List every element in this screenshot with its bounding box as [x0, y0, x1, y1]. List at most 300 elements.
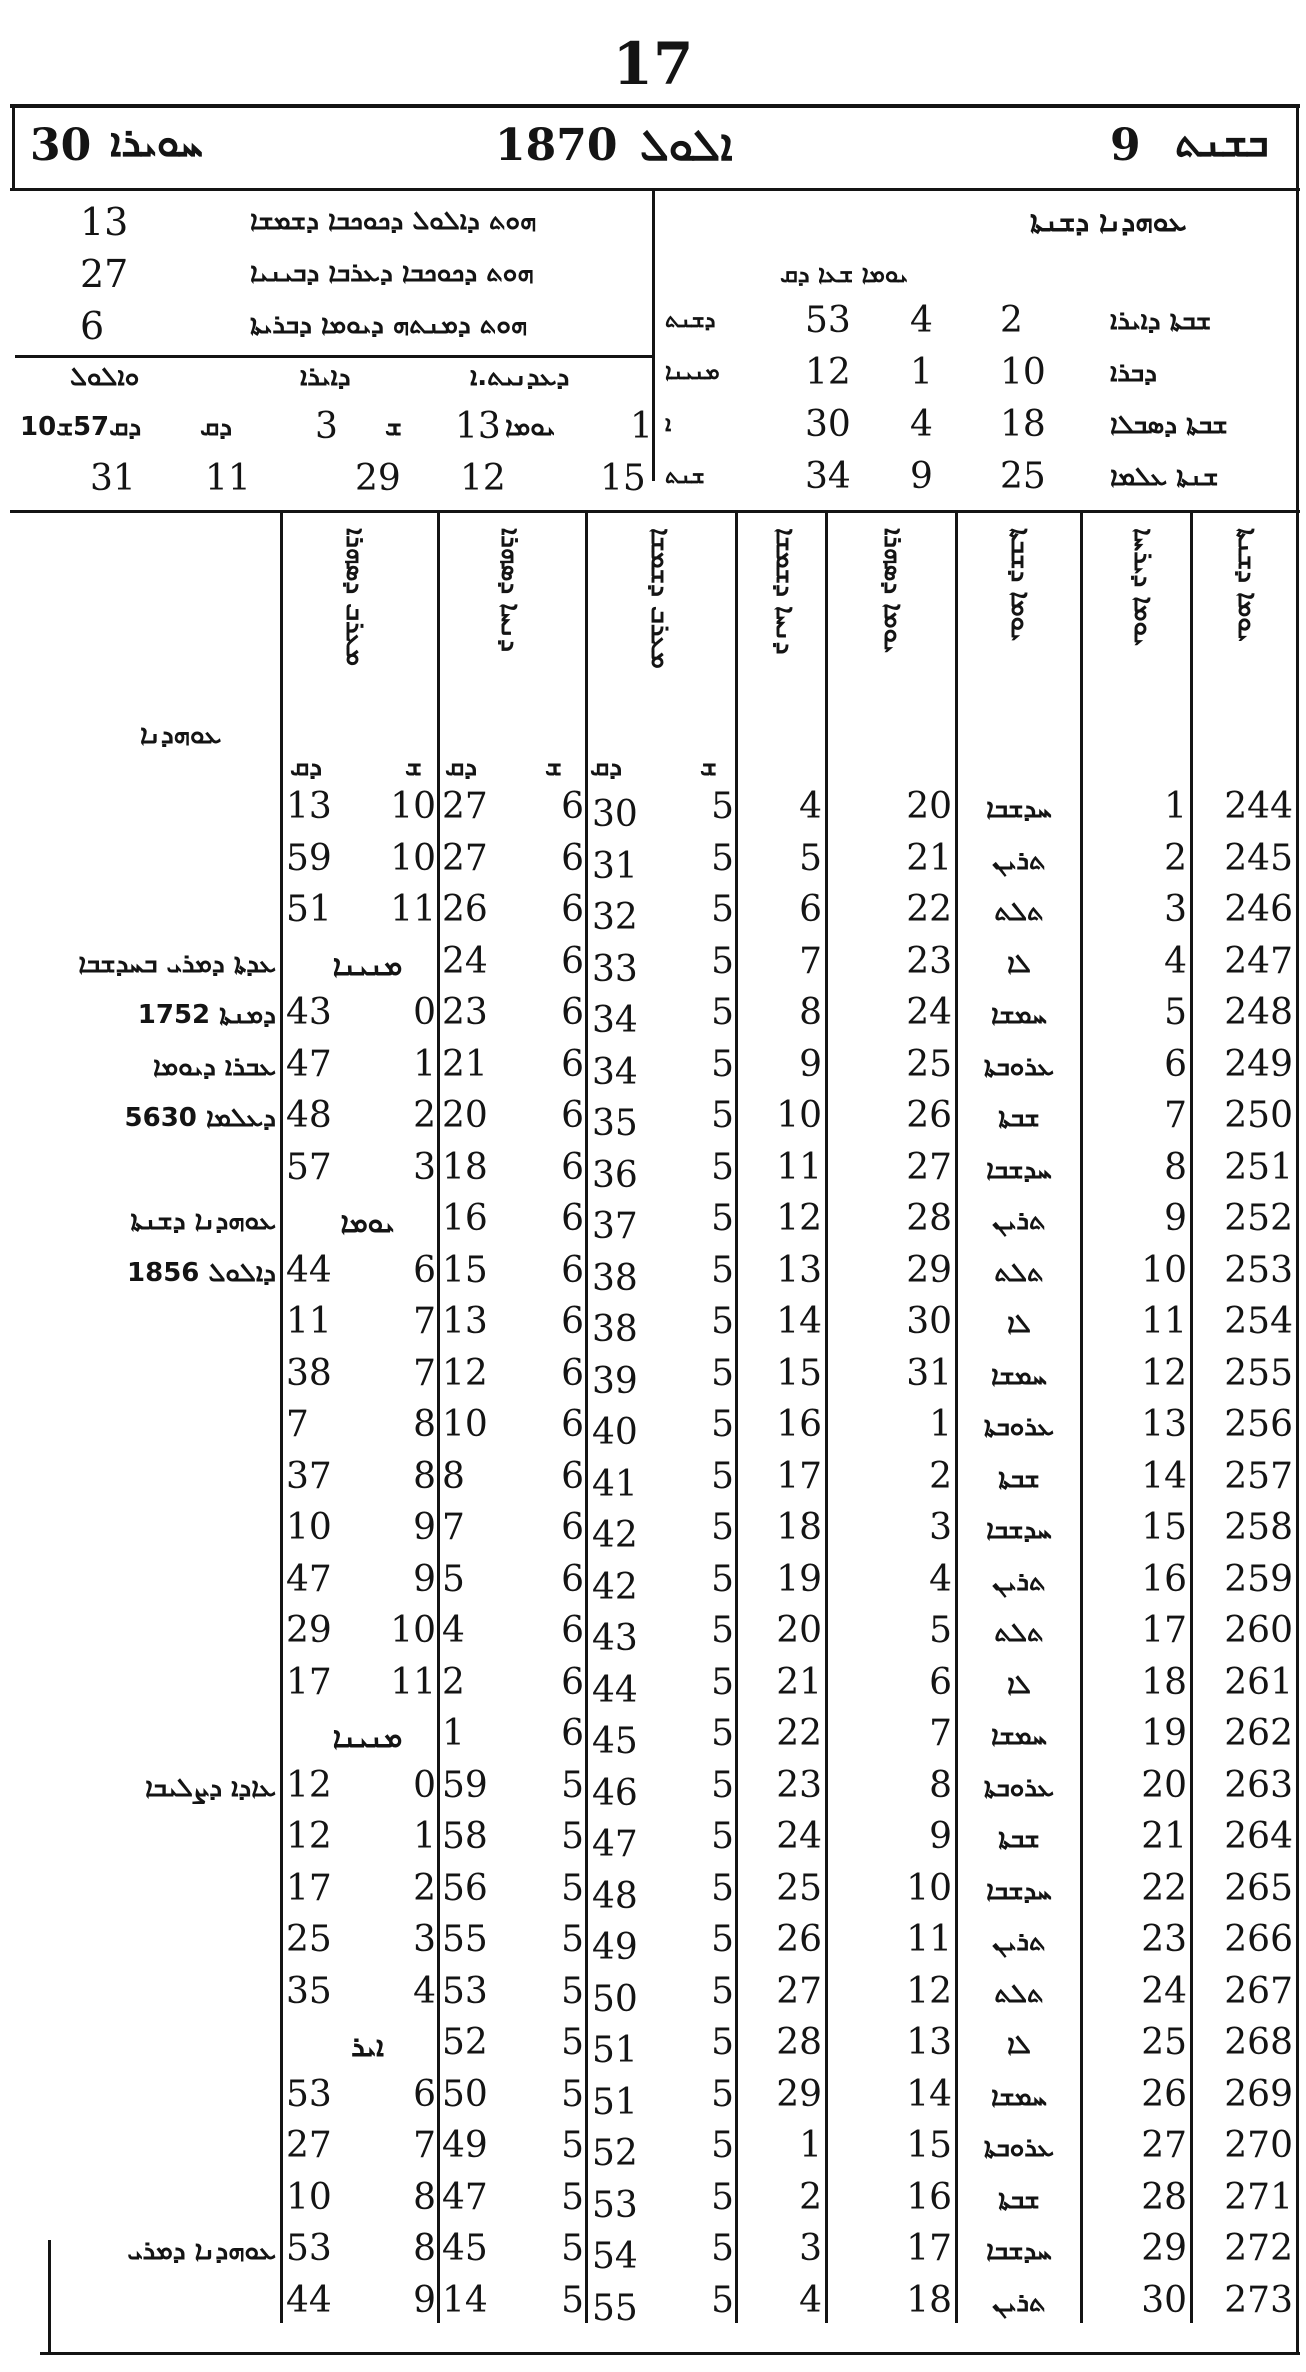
moon-rise-hour: 6: [561, 1713, 584, 1754]
weekday-name: ܚܕܫܒܐ: [986, 1515, 1052, 1545]
sun-set-hour: 5: [711, 1198, 734, 1239]
moon-rise-hour: 6: [561, 1610, 584, 1651]
moon-rise-minute: 53: [442, 1970, 488, 2012]
top-right-row-label: ܫܢܬܐ ܥܠܡܐ: [1110, 462, 1219, 492]
column-divider: [955, 513, 958, 2323]
moon-rise-hour: 5: [561, 2279, 584, 2321]
moon-set-hour: 9: [413, 1558, 436, 1600]
moon-set-hour: 1: [413, 1816, 436, 1857]
day-of-month: 2: [1164, 837, 1187, 879]
header-left-word: ܚܘܝܪܐ: [110, 120, 203, 166]
moon-rise-minute: 27: [442, 837, 488, 879]
moon-day: 23: [906, 940, 952, 982]
header-right-number: 9: [1110, 120, 1141, 171]
sun-set-minute: 31: [592, 845, 638, 887]
moon-set-hour: 7: [413, 1301, 436, 1342]
top-left-row2-cell: ܫ: [385, 412, 402, 442]
moon-rise-hour: 5: [561, 1919, 584, 1960]
sun-set-minute: 46: [592, 1772, 638, 1814]
top-left-number: 13: [80, 200, 129, 244]
moon-rise-hour: 6: [561, 1146, 584, 1188]
top-right-row-tag: ܫܢܬ: [665, 464, 705, 489]
header-left-number: 30: [30, 120, 92, 171]
top-right-cell-c: 12: [805, 352, 851, 393]
sun-set-hour: 5: [711, 889, 734, 930]
moon-rise-minute: 18: [442, 1146, 488, 1188]
sun-set-minute: 30: [592, 794, 638, 835]
moon-rise-hour: 6: [561, 1455, 584, 1497]
moon-rise-minute: 14: [442, 2279, 488, 2321]
sun-set-hour: 5: [711, 1301, 734, 1342]
day-of-month: 5: [1164, 992, 1187, 1033]
moon-set-hour: 2: [413, 1867, 436, 1909]
moon-set-hour: 9: [413, 2279, 436, 2321]
sun-rise-value: 9: [799, 1043, 822, 1085]
moon-day: 18: [906, 2279, 952, 2321]
moon-set-minute: 38: [286, 1352, 332, 1394]
top-right-cell-c: 34: [805, 456, 851, 497]
column-divider: [1190, 513, 1193, 2323]
top-right-cell-b: 1: [910, 352, 933, 393]
note-text: ܥܕܬܐ ܕܡܪܝ ܒܚܕܫܒܐ: [78, 948, 276, 979]
sun-set-header: ܡܥܪܒ ܕܫܡܫܐ: [645, 528, 675, 669]
sun-rise-value: 12: [776, 1198, 822, 1239]
top-left-text: ܗܘܬ ܕܡܢܬܗ ܕܝܘܡܐ ܕܒܪܝܬܐ: [250, 310, 528, 340]
day-of-month: 17: [1141, 1610, 1187, 1651]
moon-day: 24: [906, 992, 952, 1033]
sun-set-hour: 5: [711, 1764, 734, 1806]
day-of-year-header: ܝܘܡܐ ܕܫܢܬܐ: [1232, 528, 1262, 643]
weekday-name: ܫܒܬܐ: [998, 1103, 1040, 1133]
top-rule: [10, 104, 1300, 108]
top-right-title: ܥܘܗܕܢܐ ܕܫܢܬܐ: [1030, 205, 1187, 238]
sun-rise-value: 17: [776, 1455, 822, 1497]
sun-set-minute: 32: [592, 897, 638, 938]
top-left-band-label: ܕܥܕܢܝܬ.ܐ: [470, 362, 570, 392]
day-of-month: 12: [1141, 1352, 1187, 1394]
moon-day: 13: [906, 2022, 952, 2063]
bottom-rule: [40, 2352, 1300, 2355]
sun-set-minute: 40: [592, 1412, 638, 1453]
moon-set-hour: 8: [413, 2176, 436, 2218]
sun-set-hour: 5: [711, 1095, 734, 1136]
top-left-row3-cell: 11: [205, 458, 251, 499]
moon-set-minute: 44: [286, 1249, 332, 1291]
sun-rise-value: 11: [776, 1146, 822, 1188]
moon-rise-minute: 27: [442, 786, 488, 827]
day-of-month: 30: [1141, 2279, 1187, 2321]
moon-rise-hour: 6: [561, 1558, 584, 1600]
moon-set-minute: 13: [286, 786, 332, 827]
sun-set-minute: 39: [592, 1360, 638, 1402]
column-divider: [280, 513, 283, 2323]
day-of-month: 14: [1141, 1455, 1187, 1497]
left-frame: [12, 108, 15, 188]
weekday-name: ܬܪܝܢ: [992, 1206, 1046, 1236]
moon-set-minute: 57: [286, 1146, 332, 1188]
note-text: 5630 ܕܥܠܡܐ: [124, 1103, 276, 1133]
sun-set-minute: 52: [592, 2133, 638, 2174]
moon-set-hour: 3: [413, 1919, 436, 1960]
moon-day: 1: [929, 1404, 952, 1445]
sun-set-hour: 5: [711, 1507, 734, 1548]
moon-day: 11: [906, 1919, 952, 1960]
moon-set-minute: 17: [286, 1661, 332, 1703]
sun-rise-value: 3: [799, 2228, 822, 2269]
moon-day: 31: [906, 1352, 952, 1394]
sun-set-minute: 37: [592, 1206, 638, 1247]
moon-set-minute: 25: [286, 1919, 332, 1960]
sun-rise-value: 26: [776, 1919, 822, 1960]
day-of-year: 272: [1224, 2228, 1293, 2269]
moon-rise-hour: 6: [561, 1095, 584, 1136]
sun-set-minute: 34: [592, 1000, 638, 1041]
moon-set-minute: 44: [286, 2279, 332, 2321]
moon-day: 7: [929, 1713, 952, 1754]
sun-set-hour: 5: [711, 2125, 734, 2166]
weekday-name: ܥܪܘܒܬܐ: [983, 1772, 1055, 1803]
moon-rise-hour: 5: [561, 2228, 584, 2269]
day-of-month: 8: [1164, 1146, 1187, 1188]
moon-rise-minute: 20: [442, 1095, 488, 1136]
top-left-band-label: ܘܐܠܘܠ: [70, 362, 140, 392]
day-of-year: 247: [1224, 940, 1293, 982]
weekday-name: ܬܠܬ: [994, 1618, 1044, 1648]
moon-rise-minute: 49: [442, 2125, 488, 2166]
day-of-month: 11: [1141, 1301, 1187, 1342]
moon-rise-hour: 5: [561, 2176, 584, 2218]
sun-set-hour: 5: [711, 1816, 734, 1857]
header-right-word: ܒܫܢܬ: [1175, 120, 1269, 166]
sun-set-minute: 41: [592, 1463, 638, 1505]
day-of-month: 16: [1141, 1558, 1187, 1600]
moon-set-minute: 53: [286, 2228, 332, 2269]
moon-day: 25: [906, 1043, 952, 1085]
top-right-cell-b: 9: [910, 456, 933, 497]
sun-set-hour: 5: [711, 2228, 734, 2269]
moon-rise-minute: 13: [442, 1301, 488, 1342]
sun-set-hour: 5: [711, 2022, 734, 2063]
sun-rise-value: 1: [799, 2125, 822, 2166]
moon-day: 10: [906, 1867, 952, 1909]
sun-rise-value: 16: [776, 1404, 822, 1445]
weekday-name: ܚܡܫܐ: [991, 1721, 1047, 1751]
day-of-month: 15: [1141, 1507, 1187, 1548]
notes-column-header: ܥܘܗܕܢܐ: [140, 720, 222, 750]
note-text: ܥܐܕܐ ܕܨܠܝܒܐ: [145, 1772, 276, 1803]
weekday-name: ܥܪܘܒܬܐ: [983, 1412, 1055, 1442]
moon-rise-minute: 47: [442, 2176, 488, 2218]
sun-set-hour: 5: [711, 1146, 734, 1188]
moon-rise-hour: 5: [561, 1867, 584, 1909]
moon-rise-minute: 45: [442, 2228, 488, 2269]
moon-day: 2: [929, 1455, 952, 1497]
sun-rise-value: 18: [776, 1507, 822, 1548]
day-of-month: 3: [1164, 889, 1187, 930]
moon-set-minute: 47: [286, 1043, 332, 1085]
sun-rise-value: 25: [776, 1867, 822, 1909]
moon-set-minute: 10: [286, 1507, 332, 1548]
page-number: 17: [612, 30, 694, 98]
sun-set-minute: 43: [592, 1618, 638, 1659]
day-of-month: 13: [1141, 1404, 1187, 1445]
day-of-month: 19: [1141, 1713, 1187, 1754]
sun-rise-value: 6: [799, 889, 822, 930]
moon-rise-hour: 5: [561, 2073, 584, 2115]
sun-rise-value: 4: [799, 786, 822, 827]
moon-rise-minute: 7: [442, 1507, 465, 1548]
sun-rise-value: 7: [799, 940, 822, 982]
moon-set-hour: 3: [413, 1146, 436, 1188]
top-left-text: ܗܘܬ ܕܐܠܘܠ ܕܟܘܟܒܐ ܕܫܡܫܐ: [250, 206, 537, 236]
top-left-row3-cell: 12: [460, 458, 506, 499]
top-right-row-label: ܫܒܬܐ ܕܣܒܠܐ: [1110, 410, 1228, 440]
moon-set-minute: 17: [286, 1867, 332, 1909]
moon-day: 12: [906, 1970, 952, 2012]
moon-day: 8: [929, 1764, 952, 1806]
top-right-cell-c: 53: [805, 300, 851, 341]
sun-set-minute: 51: [592, 2081, 638, 2123]
day-of-year: 255: [1224, 1352, 1293, 1394]
moon-set-hour: 0: [413, 1764, 436, 1806]
sun-set-minute: 38: [592, 1309, 638, 1350]
day-of-month: 10: [1141, 1249, 1187, 1291]
day-of-month: 23: [1141, 1919, 1187, 1960]
moon-set-minute: 43: [286, 992, 332, 1033]
moon-rise-minute: 23: [442, 992, 488, 1033]
day-of-year: 252: [1224, 1198, 1293, 1239]
sun-set-hour: 5: [711, 2176, 734, 2218]
moon-rise-minute: 55: [442, 1919, 488, 1960]
note-text: ܥܘܗܕܢܐ ܕܡܪܝ: [127, 2236, 276, 2266]
right-frame: [1296, 104, 1299, 2354]
day-of-year: 264: [1224, 1816, 1293, 1857]
day-of-year: 261: [1224, 1661, 1293, 1703]
top-section-rule: [10, 510, 1300, 513]
sun-set-hour: 5: [711, 1610, 734, 1651]
day-of-year: 246: [1224, 889, 1293, 930]
weekday-name: ܥܪܘܒܬܐ: [983, 2133, 1055, 2163]
weekday-name: ܠܐ: [1007, 2030, 1031, 2060]
note-text: ܥܒܪܐ ܕܝܘܡܐ: [152, 1051, 276, 1082]
moon-set-hour: 7: [413, 1352, 436, 1394]
day-of-year: 251: [1224, 1146, 1293, 1188]
sun-set-minute: 42: [592, 1515, 638, 1556]
day-of-month: 6: [1164, 1043, 1187, 1085]
sun-rise-header: ܕܢܚܐ ܕܫܡܫܐ: [770, 528, 800, 655]
sun-set-hour: 5: [711, 786, 734, 827]
moon-set-hour: 10: [390, 786, 436, 827]
day-of-month: 26: [1141, 2073, 1187, 2115]
moon-day: 17: [906, 2228, 952, 2269]
day-of-month: 18: [1141, 1661, 1187, 1703]
sun-set-minute: 36: [592, 1154, 638, 1196]
top-left-row2-cell: 13: [455, 406, 501, 447]
moon-set-minute: 37: [286, 1455, 332, 1497]
weekday-name: ܚܡܫܐ: [991, 2081, 1047, 2112]
weekday-name: ܬܠܬ: [994, 897, 1044, 927]
sun-set-minute: 34: [592, 1051, 638, 1093]
sun-set-minute: 50: [592, 1978, 638, 2020]
top-left-row2-cell: ܕܩ57ܫ10: [20, 412, 142, 442]
moon-rise-header: ܕܢܚܐ ܕܣܗܪܐ: [495, 528, 525, 652]
moon-set-hour: 0: [413, 992, 436, 1033]
day-of-year: 257: [1224, 1455, 1293, 1497]
moon-set-hour: 8: [413, 1455, 436, 1497]
day-of-month-header: ܝܘܡܐ ܕܝܪܚܐ: [1128, 528, 1158, 647]
unit-label: ܕܩ: [445, 752, 478, 782]
moon-rise-minute: 52: [442, 2022, 488, 2063]
top-right-cell-a: 25: [1000, 456, 1046, 497]
moon-rise-minute: 1: [442, 1713, 465, 1754]
moon-set-minute: 11: [286, 1301, 332, 1342]
sun-set-hour: 5: [711, 1455, 734, 1497]
sun-rise-value: 8: [799, 992, 822, 1033]
moon-set-minute: 27: [286, 2125, 332, 2166]
moon-set-minute: 47: [286, 1558, 332, 1600]
column-divider: [825, 513, 828, 2323]
day-of-year: 270: [1224, 2125, 1293, 2166]
day-of-year: 258: [1224, 1507, 1293, 1548]
weekday-name: ܬܠܬ: [994, 1978, 1044, 2009]
weekday-header: ܝܘܡܐ ܕܫܒܬܐ: [1005, 528, 1035, 642]
top-left-row3-cell: 29: [355, 458, 401, 499]
day-of-year: 248: [1224, 992, 1293, 1033]
day-of-year: 265: [1224, 1867, 1293, 1909]
note-text: 1856 ܕܐܠܘܠ: [127, 1257, 276, 1288]
weekday-name: ܚܡܫܐ: [991, 1000, 1047, 1030]
moon-set-minute: 12: [286, 1764, 332, 1806]
day-of-month: 27: [1141, 2125, 1187, 2166]
moon-rise-hour: 6: [561, 1507, 584, 1548]
moon-set-note: ܡܢܝܢܐ: [332, 948, 403, 982]
unit-label: ܫ: [700, 752, 717, 782]
sun-rise-value: 27: [776, 1970, 822, 2012]
moon-day: 29: [906, 1249, 952, 1291]
moon-rise-hour: 6: [561, 1352, 584, 1394]
sun-set-hour: 5: [711, 1558, 734, 1600]
top-right-row-label: ܫܒܬܐ ܕܐܝܪܐ: [1110, 306, 1212, 336]
day-of-month: 7: [1164, 1095, 1187, 1136]
weekday-name: ܫܒܬܐ: [998, 1463, 1040, 1494]
sun-rise-value: 4: [799, 2279, 822, 2321]
moon-set-hour: 4: [413, 1970, 436, 2012]
moon-day: 15: [906, 2125, 952, 2166]
moon-day: 22: [906, 889, 952, 930]
top-right-row-tag: ܕܫܢܬ: [665, 308, 716, 333]
moon-rise-hour: 6: [561, 992, 584, 1033]
sun-set-minute: 45: [592, 1721, 638, 1762]
top-right-cell-c: 30: [805, 404, 851, 445]
day-of-month: 21: [1141, 1816, 1187, 1857]
moon-rise-hour: 6: [561, 1249, 584, 1291]
sun-rise-value: 2: [799, 2176, 822, 2218]
moon-set-hour: 10: [390, 1610, 436, 1651]
top-left-text: ܗܘܬ ܕܟܘܟܒܐ ܕܥܪܒܐ ܕܒܝܢܝܐ: [250, 258, 534, 288]
moon-set-minute: 10: [286, 2176, 332, 2218]
moon-rise-hour: 6: [561, 889, 584, 930]
top-left-inner-rule: [15, 355, 652, 358]
moon-rise-hour: 6: [561, 940, 584, 982]
sun-set-hour: 5: [711, 1970, 734, 2012]
moon-set-hour: 7: [413, 2125, 436, 2166]
unit-label: ܕܩ: [590, 752, 623, 782]
header-year: 1870: [495, 120, 618, 171]
moon-set-hour: 2: [413, 1095, 436, 1136]
moon-rise-hour: 6: [561, 1043, 584, 1085]
top-left-number: 27: [80, 252, 129, 296]
weekday-name: ܠܐ: [1007, 948, 1031, 979]
top-left-row2-cell: 3: [315, 406, 338, 447]
moon-rise-minute: 56: [442, 1867, 488, 1909]
column-divider: [585, 513, 588, 2323]
moon-set-hour: 11: [390, 889, 436, 930]
moon-rise-minute: 50: [442, 2073, 488, 2115]
top-left-number: 6: [80, 304, 105, 348]
weekday-name: ܬܪܝܢ: [992, 845, 1046, 876]
day-of-month: 25: [1141, 2022, 1187, 2063]
top-right-subtitle: ܝܘܡܐ ܫܥܐ ܕܩ: [780, 260, 908, 288]
moon-rise-hour: 5: [561, 1764, 584, 1806]
weekday-name: ܚܕܫܒܐ: [986, 1875, 1052, 1906]
sun-set-hour: 5: [711, 1919, 734, 1960]
moon-set-hour: 6: [413, 2073, 436, 2115]
day-of-month: 20: [1141, 1764, 1187, 1806]
sun-rise-value: 15: [776, 1352, 822, 1394]
moon-set-hour: 8: [413, 2228, 436, 2269]
moon-rise-hour: 5: [561, 1970, 584, 2012]
sun-set-hour: 5: [711, 2279, 734, 2321]
day-of-year: 245: [1224, 837, 1293, 879]
weekday-name: ܠܐ: [1007, 1309, 1031, 1339]
sun-rise-value: 10: [776, 1095, 822, 1136]
sun-rise-value: 23: [776, 1764, 822, 1806]
top-right-row-label: ܕܒܪܐ: [1110, 358, 1157, 388]
top-left-row2-cell: 1: [630, 406, 653, 447]
weekday-name: ܬܪܝܢ: [992, 1927, 1046, 1957]
moon-rise-minute: 4: [442, 1610, 465, 1651]
moon-set-minute: 35: [286, 1970, 332, 2012]
day-of-year: 262: [1224, 1713, 1293, 1754]
top-left-row3-cell: 15: [600, 458, 646, 499]
top-right-cell-a: 10: [1000, 352, 1046, 393]
sun-set-minute: 49: [592, 1927, 638, 1968]
moon-rise-minute: 2: [442, 1661, 465, 1703]
moon-rise-minute: 15: [442, 1249, 488, 1291]
day-of-year: 260: [1224, 1610, 1293, 1651]
moon-rise-hour: 6: [561, 1301, 584, 1342]
unit-label: ܫ: [545, 752, 562, 782]
moon-day: 20: [906, 786, 952, 827]
day-of-year: 250: [1224, 1095, 1293, 1136]
day-of-year: 244: [1224, 786, 1293, 827]
top-left-row2-cell: ܝܘܡܐ: [505, 412, 556, 442]
moon-day: 14: [906, 2073, 952, 2115]
moon-rise-hour: 5: [561, 2022, 584, 2063]
moon-set-minute: 12: [286, 1816, 332, 1857]
column-divider: [735, 513, 738, 2323]
moon-rise-hour: 5: [561, 1816, 584, 1857]
top-left-row2-cell: ܕܩ: [200, 412, 233, 442]
top-right-row-tag: ܡܢܝܢܐ: [665, 360, 720, 385]
day-of-year: 259: [1224, 1558, 1293, 1600]
moon-set-hour: 6: [413, 1249, 436, 1291]
header-rule: [10, 188, 1300, 191]
moon-day: 21: [906, 837, 952, 879]
sun-rise-value: 28: [776, 2022, 822, 2063]
moon-day: 6: [929, 1661, 952, 1703]
sun-set-minute: 53: [592, 2184, 638, 2226]
